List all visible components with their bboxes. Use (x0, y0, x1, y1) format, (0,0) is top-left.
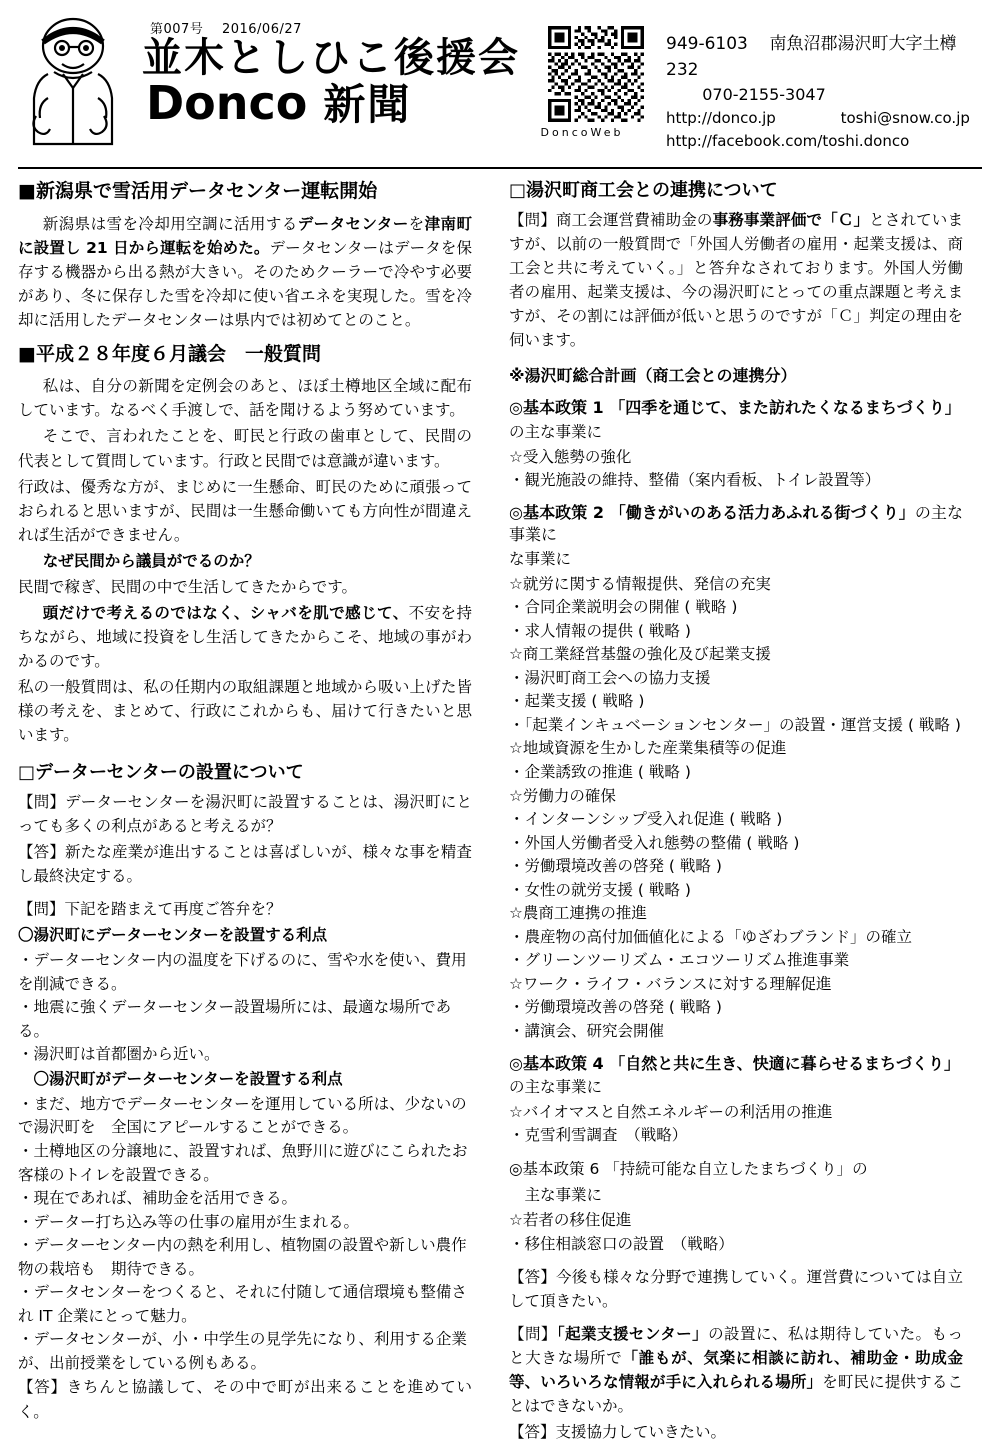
news-text-e: データセンターはデータを保存する機器から出る熱が大きい。そのためクーラーで冷やす必要があり、冬に保存した雪を冷却に使い省エネを実現した。雪を冷却に活用したデータセンターは県内では初めてとのこと。 (18, 238, 472, 329)
policy-6-title: 「持続可能な自立したまちづくり」 (604, 1160, 853, 1179)
policy-4-items (509, 1101, 963, 1148)
qr-block (520, 12, 644, 139)
list-item: ・湯沢町は首都圏から近い。 (18, 1045, 220, 1064)
list-item: ・講演会、研究会開催 (509, 1021, 665, 1040)
address: 南魚沼郡湯沢町大字土樽 232 (666, 34, 957, 80)
contact-address-line (666, 32, 982, 83)
policy-6-items (509, 1209, 963, 1256)
links-line-2 (666, 130, 982, 153)
body-columns (0, 169, 1000, 1446)
policy-2-items (509, 573, 963, 1044)
answer-2: 【答】きちんと協議して、その中で町が出来ることを進めていく。 (18, 1378, 472, 1421)
list-item: ・データセンターが、小・中学生の見学先になり、利用する企業が、出前授業をしている例もある。 (18, 1330, 467, 1372)
list-item: ☆バイオマスと自然エネルギーの利活用の推進 (509, 1102, 833, 1121)
list-item: ・「起業インキュベーションセンター」の設置・運営支援 ( 戦略 ) (509, 715, 961, 734)
assembly-p6 (18, 601, 472, 673)
policy-6-subtext: 主な事業に (524, 1186, 603, 1205)
list-item: ・労働環境改善の啓発 ( 戦略 ) (509, 857, 722, 876)
title-block (132, 12, 520, 130)
masthead (18, 12, 982, 152)
policy-1-heading (509, 397, 963, 419)
list-item: ・観光施設の維持、整備（案内看板、トイレ設置等） (509, 471, 881, 490)
list-item: ・農産物の高付加価値化による「ゆざわブランド」の確立 (509, 927, 913, 946)
list-item: ・起業支援 ( 戦略 ) (509, 692, 645, 711)
section-title-datacenter-news: ■新潟県で雪活用データセンター運転開始 (18, 180, 378, 202)
assembly-p1: 私は、自分の新聞を定例会のあと、ほぼ土樽地区全域に配布しています。なるべく手渡しで、話を聞けるよう努めています。 (18, 377, 472, 420)
news-text-c: を (408, 214, 425, 233)
policy-6-heading (509, 1157, 963, 1181)
contact-block (666, 32, 982, 152)
news-text-bold-1: データセンター (297, 214, 409, 233)
assembly-p7: 私の一般質問は、私の任期内の取組課題と地域から吸い上げた皆様の考えを、まとめて、行政にこれからも、届けて行きたいと思います。 (18, 677, 472, 744)
list-item: ☆地域資源を生かした産業集積等の促進 (509, 739, 787, 758)
assembly-p6-text: 不安を持ちながら、地域に投資をし生活してきたからこそ、地域の事がわかるのです。 (18, 603, 472, 670)
chamber-answer-1: 【答】今後も様々な分野で連携していく。運営費については自立して頂きたい。 (509, 1268, 963, 1311)
phone-number: 070-2155-3047 (702, 85, 826, 104)
list-item: ・データーセンター内の熱を利用し、植物園の設置や新しい農作物の栽培も 期待できる。 (18, 1236, 467, 1278)
website-url[interactable]: http://donco.jp (666, 109, 776, 127)
list-item: ・移住相談窓口の設置 （戦略） (509, 1234, 734, 1253)
chamber-q2-bold-1: 「起業支援センター」 (556, 1325, 709, 1344)
brand-kanji-suffix: 新聞 (323, 80, 412, 129)
issue-date: 2016/06/27 (221, 22, 302, 37)
list-item: ・労働環境改善の啓発 ( 戦略 ) (509, 998, 722, 1017)
list-item: ・データー打ち込み等の仕事の雇用が生まれる。 (18, 1212, 360, 1231)
list-item: ・女性の就労支援 ( 戦略 ) (509, 880, 691, 899)
comprehensive-plan-note: ※湯沢町総合計画（商工会との連携分） (509, 366, 797, 386)
list-item: ・データーセンター内の温度を下げるのに、雪や水を使い、費用を削減できる。 (18, 951, 467, 993)
policy-4-title: 「自然と共に生き、快適に暮らせるまちづくり」 (609, 1053, 960, 1073)
chamber-q1-c: とされていますが、以前の一般質問で「外国人労働者の雇用・起業支援は、商工会と共に考えていく。」と答弁なされております。外国人労働者の雇用、起業支援は、今の湯沢町にとっての重点課題と考えますが、その割には評価が低いと思うのですが「Ｃ」判定の理由を伺います。 (509, 211, 963, 350)
issue-number: 第007号 (150, 22, 204, 37)
question-1: 【問】データーセンターを湯沢町に設置することは、湯沢町にとっても多くの利点があると考えるが？ (18, 793, 472, 836)
subsection-title-datacenter-setup: □データーセンターの設置について (18, 761, 304, 783)
list-item: ☆受入態勢の強化 (509, 447, 632, 466)
assembly-question-heading: なぜ民間から議員がでるのか？ (42, 551, 260, 570)
policy-1-items (509, 446, 963, 493)
mascot-illustration (18, 12, 128, 152)
list-item: ・土樽地区の分譲地に、設置すれば、魚野川に遊びにこられたお客様のトイレを設置できる。 (18, 1142, 468, 1184)
left-column (18, 177, 488, 1446)
list-item: ☆商工業経営基盤の強化及び起業支援 (509, 645, 771, 664)
page-header (0, 0, 1000, 165)
list-item: ・インターンシップ受入れ促進 ( 戦略 ) (509, 810, 783, 829)
merit-list-1-title: 〇湯沢町にデーターセンターを設置する利点 (18, 926, 328, 945)
merit-list-2 (18, 1093, 472, 1376)
list-item: ・データセンターをつくると、それに付随して通信環境も整備され IT 企業にとって魅力。 (18, 1283, 467, 1325)
list-item: ・地震に強くデーターセンター設置場所には、最適な場所である。 (18, 998, 452, 1040)
chamber-question-1 (509, 208, 963, 352)
subsection-title-chamber-cooperation: □湯沢町商工会との連携について (509, 180, 778, 201)
chamber-q2-e: を町民に提供することはできないか。 (509, 1373, 963, 1416)
list-item: ・合同企業説明会の開催 ( 戦略 ) (509, 598, 738, 617)
list-item: ・湯沢町商工会への協力支援 (509, 668, 711, 687)
list-item: ・現在であれば、補助金を活用できる。 (18, 1189, 298, 1208)
links-line-1 (666, 107, 982, 130)
list-item: ☆労働力の確保 (509, 786, 616, 805)
chamber-answer-2: 【答】支援協力していきたい。 (509, 1423, 727, 1442)
postal-code: 949-6103 (666, 34, 748, 54)
news-text-a: 新潟県は雪を冷却用空調に活用する (42, 214, 298, 233)
chamber-question-2 (509, 1322, 963, 1418)
policy-2-tail: の主な事業に (509, 502, 963, 545)
chamber-q1-bold: 事務事業評価で「Ｃ」 (712, 211, 870, 230)
policy-4-heading (509, 1053, 963, 1075)
right-column (493, 177, 963, 1446)
list-item: ・求人情報の提供 ( 戦略 ) (509, 621, 691, 640)
list-item: ・グリーンツーリズム・エコツーリズム推進事業 (509, 951, 850, 970)
section-title-june-assembly: ■平成２８年度６月議会 一般質問 (18, 342, 321, 365)
assembly-p6-bold: 頭だけで考えるのではなく、シャバを肌で感じて、 (42, 603, 409, 622)
list-item: ・企業誘致の推進 ( 戦略 ) (509, 762, 691, 781)
policy-1-number: ◎基本政策 1 (509, 398, 604, 418)
answer-1: 【答】新たな産業が進出することは喜ばしいが、様々な事を精査し最終決定する。 (18, 843, 472, 886)
assembly-p3: 行政は、優秀な方が、まじめに一生懸命、町民のために頑張っておられると思いますが、民間は一生懸命働いても方向性が間違えれば生活ができません。 (18, 477, 472, 544)
brand-english (146, 76, 520, 130)
datacenter-news-body (18, 212, 472, 332)
policy-6-tail: の (852, 1160, 868, 1179)
list-item: ・外国人労働者受入れ態勢の整備 ( 戦略 ) (509, 833, 800, 852)
list-item: ☆就労に関する情報提供、発信の充実 (509, 574, 771, 593)
question-2: 【問】下記を踏まえて再度ご答弁を？ (18, 900, 282, 919)
list-item: ☆ワーク・ライフ・バランスに対する理解促進 (509, 974, 832, 993)
merit-list-2-title: 〇湯沢町がデーターセンターを設置する利点 (33, 1069, 343, 1088)
qr-caption: DoncoWeb (540, 126, 624, 139)
policy-4-subtext: の主な事業に (509, 1077, 603, 1096)
policy-4-number: ◎基本政策 4 (509, 1053, 604, 1073)
brand-japanese: 並木としひこ後援会 (142, 35, 520, 81)
qr-code (548, 26, 644, 122)
chamber-q2-a: 【問】 (509, 1325, 557, 1344)
email-address[interactable]: toshi@snow.co.jp (840, 109, 970, 127)
chamber-q2-c: の設置に、私は期待していた。もっと大きな場所で (509, 1325, 963, 1368)
policy-2-subtext: な事業に (509, 549, 572, 568)
chamber-q2-bold-2: 「誰もが、気楽に相談に訪れ、補助金・助成金等、いろいろな情報が手に入れられる場所」 (509, 1349, 963, 1392)
assembly-p5: 民間で稼ぎ、民間の中で生活してきたからです。 (18, 577, 357, 596)
brand-english-text: Donco (146, 76, 308, 130)
policy-2-title: 「働きがいのある活力あふれる街づくり」 (609, 502, 915, 522)
list-item: ・克雪利雪調査 （戦略） (509, 1126, 688, 1145)
policy-2-heading (509, 502, 963, 547)
policy-1-title: 「四季を通じて、また訪れたくなるまちづくり」 (609, 398, 961, 418)
merit-list-1 (18, 949, 472, 1067)
facebook-url[interactable]: http://facebook.com/toshi.donco (666, 131, 910, 150)
list-item: ☆農商工連携の推進 (509, 904, 647, 923)
chamber-q1-a: 【問】商工会運営費補助金の (509, 211, 713, 230)
assembly-p2: そこで、言われたことを、町民と行政の歯車として、民間の代表として質問しています。行政と民間では意識が違います。 (18, 427, 472, 470)
policy-2-number: ◎基本政策 2 (509, 502, 605, 522)
news-text-bold-2: 津南町に設置し 21 日から運転を始めた。 (18, 214, 472, 257)
list-item: ☆若者の移住促進 (509, 1211, 632, 1230)
policy-6-number: ◎基本政策 6 (509, 1160, 600, 1179)
list-item: ・まだ、地方でデーターセンターを運用している所は、少ないので湯沢町を 全国にアピールすることができる。 (18, 1094, 467, 1137)
policy-1-subtext: の主な事業に (509, 422, 603, 441)
